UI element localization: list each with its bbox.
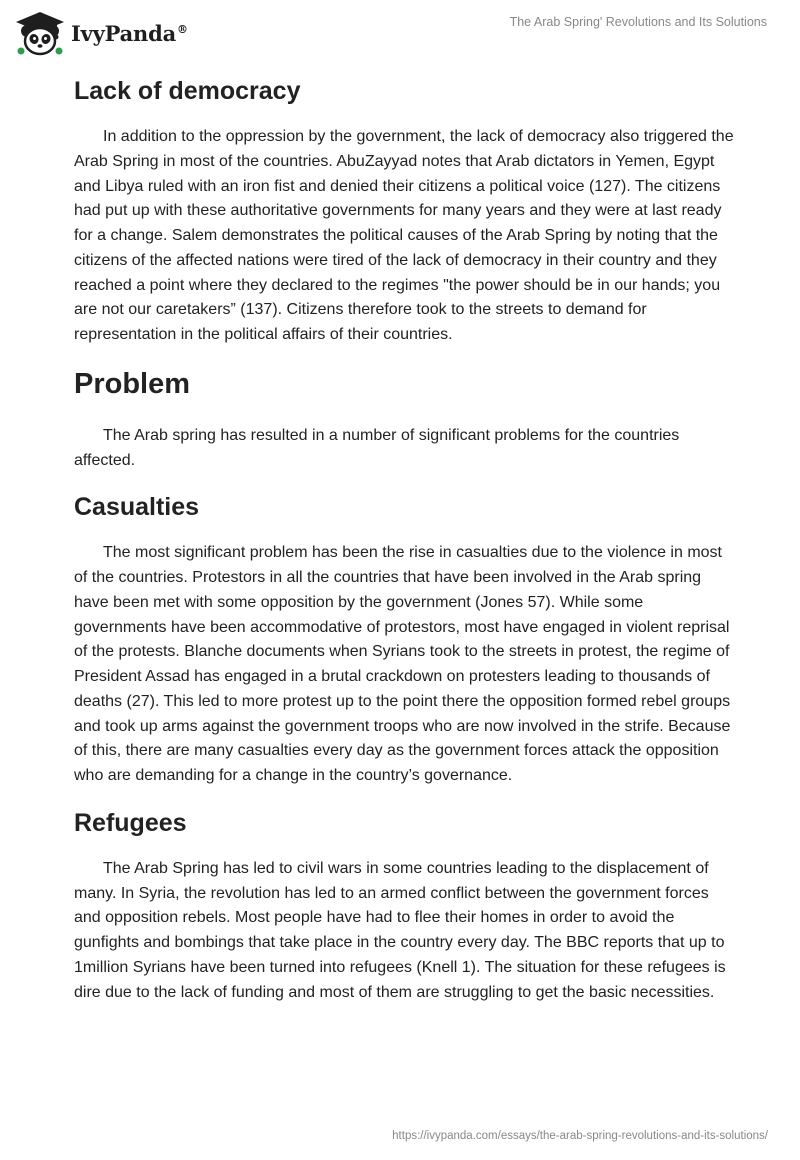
- ivypanda-logo[interactable]: [14, 10, 188, 56]
- heading-refugees: Refugees: [74, 808, 187, 837]
- registered-mark: ®: [177, 22, 188, 36]
- page-header: [0, 0, 800, 70]
- heading-problem: Problem: [74, 367, 191, 400]
- paragraph-casualties: The most significant problem has been the rise in casualties due to the violence in most of the countries. Protestors in all the countries that have been involved in the Arab spring have been met with some opposition by the government (Jones 57). While some governments have been accommodative of protestors, most have engaged in violent reprisal of the protests. Blanche documents when Syrians took to the streets in protest, the regime of President Assad has engaged in a brutal crackdown on protesters leading to thousands of deaths (27). This led to more protest up to the point there the opposition formed rebel groups and took up arms against the government troops who are now involved in the strife. Because of this, there are many casualties every day as the government forces attack the opposition who are demanding for a change in the country’s governance.: [74, 544, 731, 784]
- source-url-link[interactable]: https://ivypanda.com/essays/the-arab-spring-revolutions-and-its-solutions/: [392, 1130, 768, 1142]
- document-title: The Arab Spring' Revolutions and Its Solutions: [509, 15, 767, 29]
- brand-name: IvyPanda®: [71, 20, 188, 46]
- essay-content: [74, 70, 734, 1005]
- paragraph-problem: The Arab spring has resulted in a number of significant problems for the countries affected.: [74, 426, 680, 469]
- heading-casualties: Casualties: [74, 493, 200, 522]
- heading-lack-of-democracy: Lack of democracy: [74, 77, 301, 105]
- panda-graduate-icon: [14, 10, 66, 56]
- paragraph-refugees: The Arab Spring has led to civil wars in some countries leading to the displacement of many. In Syria, the revolution has led to an armed conflict between the government forces and opposition rebels. Most people have had to flee their homes in order to avoid the gunfights and bombings that take place in the country every day. The BBC reports that up to 1million Syrians have been turned into refugees (Knell 1). The situation for these refugees is dire due to the lack of funding and most of them are struggling to get the basic necessities.: [74, 859, 726, 1001]
- paragraph-lack-of-democracy: In addition to the oppression by the government, the lack of democracy also triggered the Arab Spring in most of the countries. AbuZayyad notes that Arab dictators in Yemen, Egypt and Libya ruled with an iron fist and denied their citizens a political voice (127). The citizens had put up with these authoritative governments for many years and they were at last ready for a change. Salem demonstrates the political causes of the Arab Spring by noting that the citizens of the affected nations were tired of the lack of democracy in their country and they reached a point where they declared to the regimes "the power should be in our hands; you are not our caretakers” (137). Citizens therefore took to the streets to demand for representation in the political affairs of their countries.: [74, 128, 734, 343]
